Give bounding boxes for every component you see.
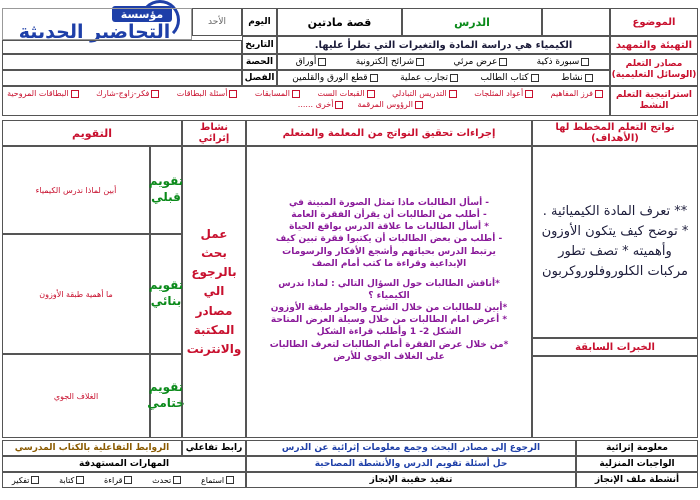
procedures-header: إجراءات تحقيق النواتج من المعلمة والمتعلم xyxy=(246,120,532,146)
activity-header: نشاط إثرائي xyxy=(182,120,246,146)
procedures-body xyxy=(246,146,532,438)
resources-row1 xyxy=(277,54,610,70)
portfolio-text: تنفيذ حقيبة الإنجاز xyxy=(246,472,576,488)
subject-label: الموضوع xyxy=(610,8,698,36)
goals-header: نواتج التعلم المخطط لها (الأهداف) xyxy=(532,120,698,146)
strategy-options xyxy=(2,86,610,116)
grid-small-row4 xyxy=(2,70,242,86)
strategy-item[interactable]: أعواد المثلجات xyxy=(474,89,535,98)
resource-item[interactable]: تجارب عملية xyxy=(400,73,460,83)
resource-item[interactable]: كتاب الطالب xyxy=(481,73,541,83)
logo-line1: مؤسسة xyxy=(120,7,164,21)
strategy-item[interactable]: البطاقات المروحية xyxy=(7,89,81,98)
skill-item[interactable]: استماع xyxy=(201,476,236,485)
skill-item[interactable]: كتابة xyxy=(59,476,86,485)
evaluation-header: التقويم xyxy=(2,120,182,146)
procedure-line: *من خلال عرض الفقرة أمام الطالبات لتعرف الطالبات على الغلاف الجوي للأرض xyxy=(269,339,509,362)
strategy-item[interactable]: المسابقات xyxy=(255,89,302,98)
prior-label: الخبرات السابقة xyxy=(532,338,698,356)
procedure-line: * أعرض امام الطالبات من خلال وسيلة العرض المتاحة xyxy=(270,315,508,326)
intro-text: الكيمياء هي دراسة المادة والتغيرات التي تطرأ عليها. xyxy=(277,36,610,54)
subject-value xyxy=(542,8,610,36)
day-label: اليوم xyxy=(242,8,277,36)
grid-small-row2 xyxy=(2,40,242,54)
grid-small-row3 xyxy=(2,54,242,70)
day-value: الأحد xyxy=(192,8,242,36)
grid-blank-1 xyxy=(2,8,192,40)
procedure-line: - أطلب من الطالبات أن يقرأن الفقرة العامة xyxy=(291,210,487,221)
skill-item[interactable]: قراءة xyxy=(104,476,134,485)
procedure-line: *أناقش الطالبات حول السؤال التالي : لماذا ندرس الكيمياء ؟ xyxy=(278,278,500,301)
date-label: التاريخ xyxy=(242,36,277,54)
eval-type-formative: تقويم بنائي xyxy=(150,234,182,354)
strategy-item[interactable]: الرؤوس المرقمة xyxy=(357,100,425,109)
resource-item[interactable]: سبورة ذكية xyxy=(537,57,592,67)
homework-label: الواجبات المنزلية xyxy=(576,456,698,472)
strategy-item[interactable]: أسئلة البطاقات xyxy=(177,89,240,98)
procedure-line: *أبين للطالبات من خلال الشرح والحوار طبقة الأوزون xyxy=(270,303,508,314)
strategy-item[interactable]: أخرى ...... xyxy=(298,100,346,109)
homework-text: حل أسئلة تقويم الدرس والأنشطة المصاحبة xyxy=(246,456,576,472)
skill-item[interactable]: تفكير xyxy=(12,476,42,485)
strategy-item[interactable]: التدريس التبادلي xyxy=(392,89,459,98)
prior-body xyxy=(532,356,698,438)
strategy-label: استراتيجية التعلم النشط xyxy=(610,86,698,116)
eval-type-pre: تقويم قبلي xyxy=(150,146,182,234)
strategy-item[interactable]: القبعات الست xyxy=(317,89,376,98)
skills-row xyxy=(2,472,246,488)
link-text[interactable]: الروابط التفاعلية بالكتاب المدرسي xyxy=(2,440,182,456)
period-label: الحصة xyxy=(242,54,277,70)
logo-line2: التحاضير الحديثة xyxy=(18,21,171,43)
skills-label: المهارات المستهدفة xyxy=(2,456,246,472)
resource-item[interactable]: شرائح إلكترونية xyxy=(356,57,426,67)
procedure-line: * أسأل الطالبات ما علاقة الدرس بواقع الحياة xyxy=(289,222,489,233)
enrich-text: الرجوع إلى مصادر البحث وجمع معلومات إثرائية عن الدرس xyxy=(246,440,576,456)
strategy-item[interactable]: فرز المفاهيم xyxy=(551,89,605,98)
class-label: الفصل xyxy=(242,70,277,86)
procedure-line: - أسأل الطالبات ماذا تمثل الصورة المبينة في xyxy=(288,198,490,208)
resources-label: مصادر التعلم (الوسائل التعليمية) xyxy=(610,54,698,86)
resources-row2 xyxy=(277,70,610,86)
goals-text: ** تعرف المادة الكيميائية . * توضح كيف يتكون الأوزون وأهميته * تصف تطور مركبات الكلوروفلوروكربون xyxy=(532,146,698,338)
strategy-item[interactable]: فكر-زاوج-شارك xyxy=(96,89,161,98)
eval-q-formative: ما أهمية طبقة الأوزون xyxy=(2,234,150,354)
strategy-row2 xyxy=(7,100,605,109)
strategy-row1 xyxy=(7,89,605,98)
resource-item[interactable]: قطع الورق والقلمين xyxy=(292,73,379,83)
lesson-label: الدرس xyxy=(402,8,542,36)
intro-label: التهيئة والتمهيد xyxy=(610,36,698,54)
activity-text: عمل بحث بالرجوع الي مصادر المكتبة والانترنت xyxy=(182,146,246,438)
resource-item[interactable]: أوراق xyxy=(296,57,329,67)
procedure-line: الشكل 2- 1 وأطلب قراءة الشكل xyxy=(316,327,462,338)
story-title: قصة مادتين xyxy=(277,8,402,36)
resource-item[interactable]: عرض مرئي xyxy=(453,57,509,67)
link-label: رابط تفاعلي xyxy=(182,440,246,456)
eval-type-final: تقويم ختامي xyxy=(150,354,182,438)
portfolio-label: أنشطة ملف الإنجاز xyxy=(576,472,698,488)
procedure-line: - أطلب من بعض الطالبات أن يكتبوا فقرة تبين كيف يرتبط الدرس بحياتهم وأشجع الأفكار والرسومات الإبداعية وقراءة ما كتب أمام الصف xyxy=(275,234,503,269)
eval-q-pre: أبين لماذا ندرس الكيمياء xyxy=(2,146,150,234)
resource-item[interactable]: نشاط xyxy=(561,73,595,83)
eval-q-final: الغلاف الجوي xyxy=(2,354,150,438)
enrich-label: معلومة إثرائية xyxy=(576,440,698,456)
skill-item[interactable]: تحدث xyxy=(152,476,183,485)
